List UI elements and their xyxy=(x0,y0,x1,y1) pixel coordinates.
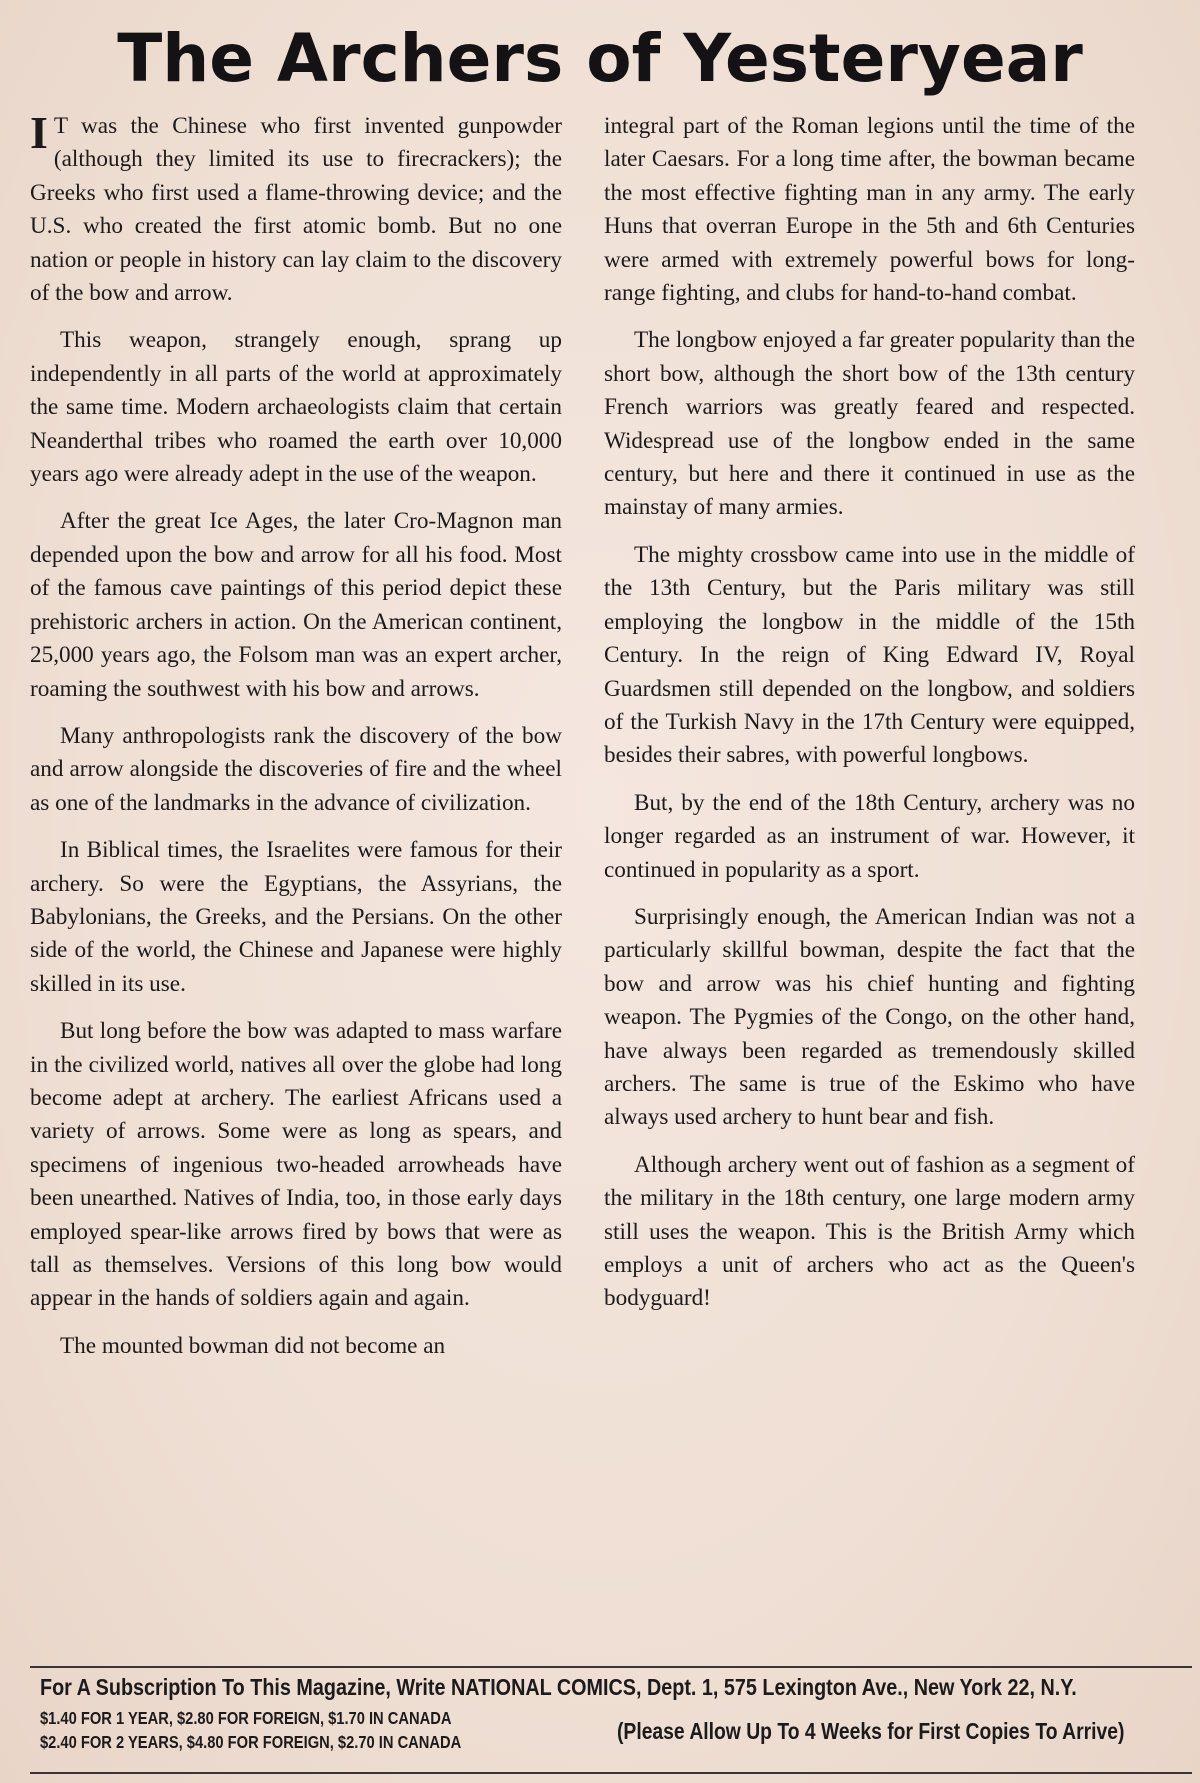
paragraph: integral part of the Roman legions until the time of the later Caesars. For a long time after, the bowman became the most effective fighting man in any army. The early Huns that overran Europe in the 5th and 6th Centuries were armed with extremely powerful bows for long-range fighting, and clubs for hand-to-hand combat. xyxy=(604,113,1135,307)
divider xyxy=(30,1772,1192,1774)
left-column xyxy=(30,107,562,1377)
divider xyxy=(30,1666,1192,1668)
paragraph: But long before the bow was adapted to mass warfare in the civilized world, natives all over the globe had long become adept at archery. The earliest Africans used a variety of arrows. Some were as long as spears, and specimens of ingenious two-headed arrowheads have been unearthed. Natives of India, too, in those early days employed spear-like arrows fired by bows that were as tall as themselves. Versions of this long bow would appear in the hands of soldiers again and again. xyxy=(30,1018,562,1312)
subscription-footer xyxy=(0,1660,1200,1783)
page-title: The Archers of Yesteryear xyxy=(117,20,1083,97)
paragraph xyxy=(30,107,562,310)
paragraph: Although archery went out of fashion as a segment of the military in the 18th century, one large modern army still uses the weapon. This is the British Army which employs a unit of archers who act as the Queen's bodyguard! xyxy=(604,1151,1135,1312)
paragraph: In Biblical times, the Israelites were famous for their archery. So were the Egyptians, the Assyrians, the Babylonians, the Greeks, and the Persians. On the other side of the world, the Chinese and Japanese were highly skilled in its use. xyxy=(30,837,562,997)
paragraph: After the great Ice Ages, the later Cro-Magnon man depended upon the bow and arrow for all his food. Most of the famous cave paintings of this period depict these prehistoric archers in action. On the American continent, 25,000 years ago, the Folsom man was an expert archer, roaming the southwest with his bow and arrows. xyxy=(30,508,562,702)
paragraph: Surprisingly enough, the American Indian was not a particularly skillful bowman, despite the fact that the bow and arrow was his chief hunting and fighting weapon. The Pygmies of the Congo, on the other hand, have always been regarded as tremendously skilled archers. The same is true of the Eskimo who have always used archery to hunt bear and fish. xyxy=(604,903,1135,1131)
paragraph: But, by the end of the 18th Century, archery was no longer regarded as an instrument of war. However, it continued in popularity as a sport. xyxy=(604,789,1135,883)
paragraph-text: T was the Chinese who first invented gunpowder (although they limited its use to firecrackers); the Greeks who first used a flame-throwing device; and the U.S. who created the first atomic bomb. But no one nation or people in history can lay claim to the discovery of the bow and arrow. xyxy=(30,113,562,307)
drop-cap: I xyxy=(30,107,48,158)
subscription-address: For A Subscription To This Magazine, Write NATIONAL COMICS, Dept. 1, 575 Lexington Ave., New York 22, N.Y. xyxy=(40,1674,1077,1700)
price-two-years: $2.40 FOR 2 YEARS, $4.80 FOR FOREIGN, $2.70 IN CANADA xyxy=(40,1732,462,1752)
paragraph: This weapon, strangely enough, sprang up independently in all parts of the world at approximately the same time. Modern archaeologists claim that certain Neanderthal tribes who roamed the earth over 10,000 years ago were already adept in the use of the weapon. xyxy=(30,327,562,488)
paragraph: The mounted bowman did not become an xyxy=(60,1332,446,1359)
price-one-year: $1.40 FOR 1 YEAR, $2.80 FOR FOREIGN, $1.70 IN CANADA xyxy=(40,1708,452,1728)
delivery-notice: (Please Allow Up To 4 Weeks for First Copies To Arrive) xyxy=(617,1718,1125,1744)
paragraph: The mighty crossbow came into use in the middle of the 13th Century, but the Paris military was still employing the longbow in the middle of the 15th Century. In the reign of King Edward IV, Royal Guardsmen still depended on the longbow, and soldiers of the Turkish Navy in the 17th Century were equipped, besides their sabres, with powerful longbows. xyxy=(604,541,1135,769)
paragraph: Many anthropologists rank the discovery of the bow and arrow alongside the discoveries of fire and the wheel as one of the landmarks in the advance of civilization. xyxy=(30,722,562,816)
right-column xyxy=(604,110,1135,1330)
paragraph: The longbow enjoyed a far greater popularity than the short bow, although the short bow of the 13th century French warriors was greatly feared and respected. Widespread use of the longbow ended in the same century, but here and there it continued in use as the mainstay of many armies. xyxy=(604,327,1135,521)
